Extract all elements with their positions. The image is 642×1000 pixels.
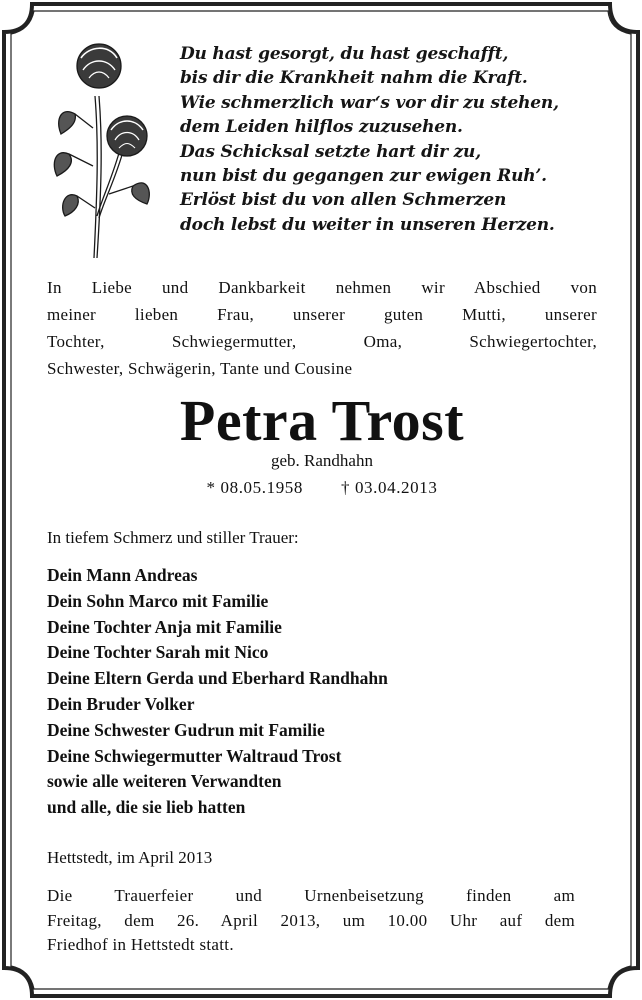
- intro-line: Schwester, Schwägerin, Tante und Cousine: [47, 359, 353, 378]
- mourner: Dein Sohn Marco mit Familie: [47, 590, 269, 611]
- mourner: Deine Eltern Gerda und Eberhard Randhahn: [47, 668, 388, 689]
- poem-line: Erlöst bist du von allen Schmerzen: [180, 190, 507, 211]
- funeral-line: Die Trauerfeier und Urnenbeisetzung finden am: [47, 886, 575, 905]
- poem-line: dem Leiden hilflos zuzusehen.: [180, 117, 463, 138]
- funeral-line: Friedhof in Hettstedt statt.: [47, 935, 234, 954]
- mourner: Deine Tochter Anja mit Familie: [47, 616, 282, 637]
- intro-line: Tochter, Schwiegermutter, Oma, Schwiegertochter,: [47, 332, 597, 351]
- mourner: Deine Schwiegermutter Waltraud Trost: [47, 745, 342, 766]
- mourner: Dein Bruder Volker: [47, 693, 195, 714]
- place-date: Hettstedt, im April 2013: [47, 848, 213, 867]
- birth-date: * 08.05.1958: [206, 478, 303, 497]
- mourner: sowie alle weiteren Verwandten: [47, 771, 282, 792]
- poem-section: [47, 36, 597, 262]
- mourner: Dein Mann Andreas: [47, 565, 198, 585]
- funeral-notice: [47, 884, 575, 958]
- sorrow-line: In tiefem Schmerz und stiller Trauer:: [47, 528, 299, 547]
- life-dates: [47, 477, 597, 499]
- mourners-list: [47, 563, 388, 821]
- rose-illustration-icon: [47, 36, 157, 260]
- poem-line: nun bist du gegangen zur ewigen Ruh’.: [180, 166, 547, 187]
- poem-line: Das Schicksal setzte hart dir zu,: [180, 141, 481, 162]
- mourner: Deine Tochter Sarah mit Nico: [47, 642, 269, 663]
- intro-line: In Liebe und Dankbarkeit nehmen wir Abschied von: [47, 278, 597, 297]
- poem-line: bis dir die Krankheit nahm die Kraft.: [180, 68, 528, 89]
- funeral-line: Freitag, dem 26. April 2013, um 10.00 Uhr auf dem: [47, 910, 575, 930]
- poem-line: doch lebst du weiter in unseren Herzen.: [180, 214, 555, 235]
- maiden-name: geb. Randhahn: [271, 451, 373, 470]
- poem-text: [180, 42, 600, 237]
- deceased-name: Petra Trost: [179, 388, 465, 453]
- mourner: Deine Schwester Gudrun mit Familie: [47, 719, 325, 740]
- poem-line: Wie schmerzlich war‘s vor dir zu stehen,: [180, 92, 559, 113]
- death-date: † 03.04.2013: [341, 478, 438, 497]
- intro-line: meiner lieben Frau, unserer guten Mutti, unserer: [47, 305, 597, 324]
- poem-line: Du hast gesorgt, du hast geschafft,: [180, 44, 509, 64]
- obituary-content: [47, 36, 597, 954]
- mourner: und alle, die sie lieb hatten: [47, 797, 246, 818]
- farewell-intro: [47, 274, 597, 382]
